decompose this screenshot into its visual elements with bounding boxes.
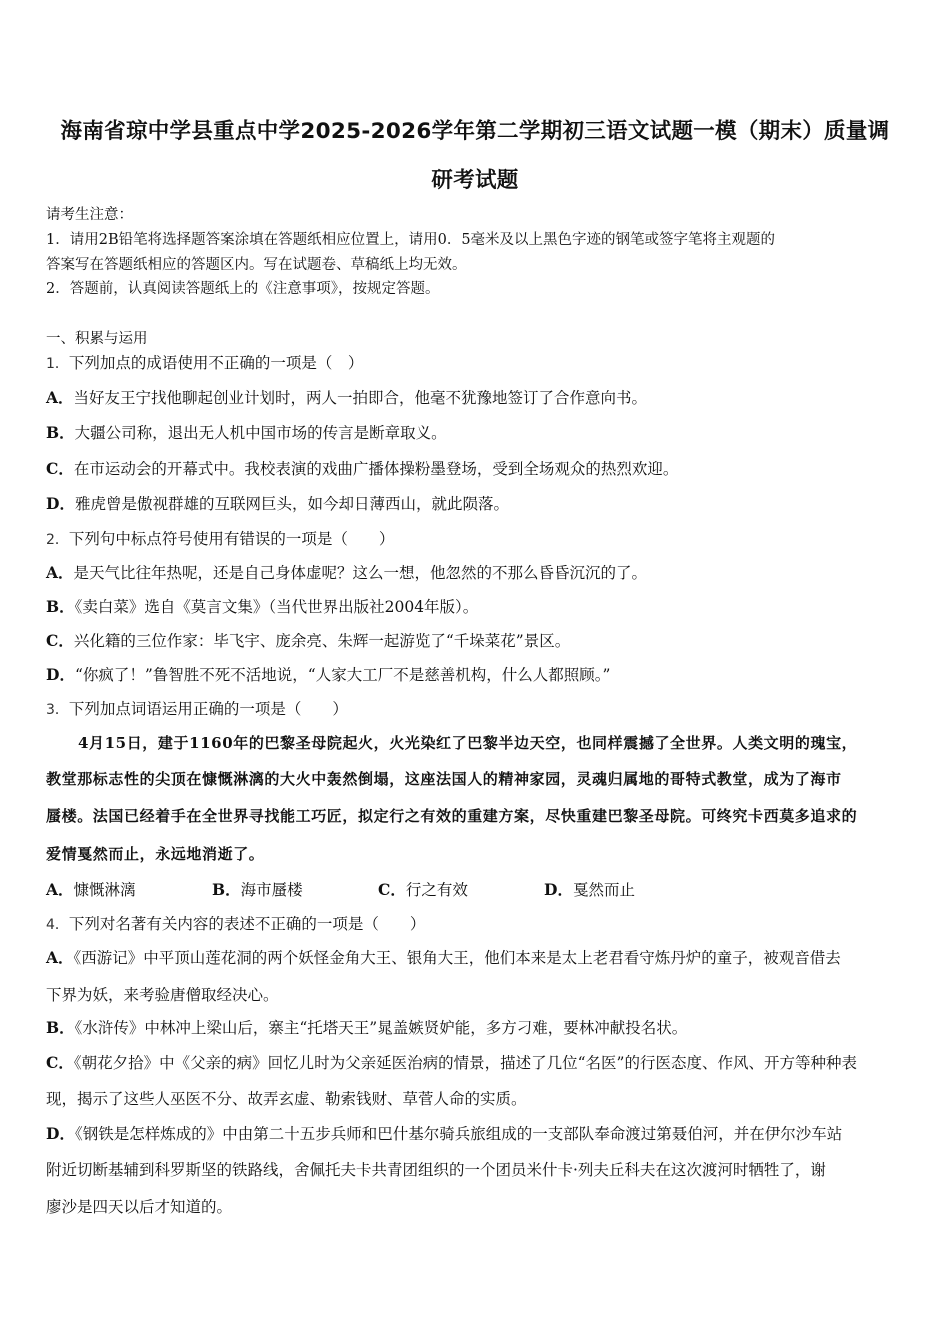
option-text: 慷慨淋漓 bbox=[73, 881, 136, 899]
question-2-option-a bbox=[46, 561, 908, 583]
passage-line: 蜃楼。法国已经着手在全世界寻找能工巧匠，拟定行之有效的重建方案，尽快重建巴黎圣母院。可终究卡西莫多追求的 bbox=[46, 807, 858, 825]
question-1-option-b bbox=[46, 421, 908, 443]
question-text: 下列对名著有关内容的表述不正确的一项是（ ） bbox=[68, 915, 426, 933]
option-text: 《西游记》中平顶山莲花洞的两个妖怪金角大王、银角大王，他们本来是太上老君看守炼丹炉的童子，被观音借去 bbox=[73, 949, 841, 967]
option-label: C． bbox=[46, 631, 74, 650]
question-4-option-a-cont: 下界为妖，来考验唐僧取经决心。 bbox=[46, 986, 279, 1004]
question-text: 下列句中标点符号使用有错误的一项是（ ） bbox=[68, 530, 395, 548]
question-1-option-d bbox=[46, 492, 908, 514]
question-3-option-c bbox=[378, 878, 544, 900]
option-text: 是天气比往年热呢，还是自己身体虚呢？这么一想，他忽然的不那么昏昏沉沉的了。 bbox=[73, 564, 648, 582]
question-4-option-d-cont: 廖沙是四天以后才知道的。 bbox=[46, 1198, 233, 1216]
question-3-option-d bbox=[544, 878, 710, 900]
option-text: 兴化籍的三位作家：毕飞宇、庞余亮、朱辉一起游览了“千垛菜花”景区。 bbox=[73, 632, 571, 650]
question-1-option-a bbox=[46, 386, 908, 408]
option-label: D． bbox=[46, 665, 75, 684]
question-text: 下列加点的成语使用不正确的一项是（ ） bbox=[68, 354, 364, 372]
question-4-stem bbox=[46, 912, 908, 934]
option-text: 大疆公司称，退出无人机中国市场的传言是断章取义。 bbox=[74, 424, 447, 442]
notice-item: 答案写在答题纸相应的答题区内。写在试题卷、草稿纸上均无效。 bbox=[46, 257, 467, 273]
option-label: D． bbox=[46, 1124, 75, 1143]
option-label: A． bbox=[46, 880, 74, 899]
question-1-stem bbox=[46, 351, 908, 373]
question-2-option-b bbox=[46, 595, 908, 617]
option-text: 行之有效 bbox=[405, 881, 468, 899]
option-label: A． bbox=[46, 388, 74, 407]
option-label: D． bbox=[544, 880, 573, 899]
passage-line: 教堂那标志性的尖顶在慷慨淋漓的大火中轰然倒塌，这座法国人的精神家园，灵魂归属地的哥特式教堂，成为了海市 bbox=[46, 770, 842, 788]
option-label: C． bbox=[46, 459, 74, 478]
question-number: 2． bbox=[46, 532, 69, 548]
passage-line: 4月15日，建于1160年的巴黎圣母院起火，火光染红了巴黎半边天空，也同样震撼了全世界。人类文明的瑰宝， bbox=[78, 734, 858, 752]
question-2-option-d bbox=[46, 663, 908, 685]
option-text: 雅虎曾是傲视群雄的互联网巨头，如今却日薄西山，就此陨落。 bbox=[74, 495, 509, 513]
option-label: B． bbox=[46, 1018, 75, 1037]
option-text: 《钢铁是怎样炼成的》中由第二十五步兵师和巴什基尔骑兵旅组成的一支部队奉命渡过第聂伯河，并在伊尔沙车站 bbox=[74, 1125, 843, 1143]
page-title-line-1: 海南省琼中学县重点中学2025-2026学年第二学期初三语文试题一模（期末）质量调 bbox=[60, 119, 890, 144]
question-number: 3． bbox=[46, 702, 69, 718]
option-text: “你疯了！”鲁智胜不死不活地说，“人家大工厂不是慈善机构，什么人都照顾。” bbox=[74, 666, 611, 684]
question-4-option-a bbox=[46, 946, 908, 968]
option-label: C． bbox=[378, 880, 406, 899]
option-text: 海市蜃楼 bbox=[240, 881, 303, 899]
question-4-option-c-cont: 现，揭示了这些人巫医不分、故弄玄虚、勒索钱财、草菅人命的实质。 bbox=[46, 1090, 527, 1108]
question-3-stem bbox=[46, 697, 908, 719]
option-label: B． bbox=[212, 880, 241, 899]
option-label: A． bbox=[46, 948, 74, 967]
question-4-option-d bbox=[46, 1122, 908, 1144]
notice-heading: 请考生注意： bbox=[46, 207, 133, 223]
option-label: C． bbox=[46, 1053, 74, 1072]
question-2-option-c bbox=[46, 629, 908, 651]
notice-item: 1．请用2B铅笔将选择题答案涂填在答题纸相应位置上，请用0．5毫米及以上黑色字迹的钢笔或签字笔将主观题的 bbox=[46, 232, 776, 248]
option-text: 戛然而止 bbox=[572, 881, 635, 899]
question-4-option-b bbox=[46, 1016, 908, 1038]
option-text: 在市运动会的开幕式中。我校表演的戏曲广播体操粉墨登场，受到全场观众的热烈欢迎。 bbox=[73, 460, 679, 478]
option-text: 《朝花夕拾》中《父亲的病》回忆儿时为父亲延医治病的情景，描述了几位“名医”的行医态度、作风、开方等种种表 bbox=[73, 1054, 857, 1072]
option-label: A． bbox=[46, 563, 74, 582]
question-number: 1． bbox=[46, 356, 69, 372]
option-label: B． bbox=[46, 597, 75, 616]
question-3-option-a bbox=[46, 878, 212, 900]
option-text: 《水浒传》中林冲上梁山后，寨主“托塔天王”晁盖嫉贤妒能，多方刁难，要林冲献投名状。 bbox=[74, 1019, 688, 1037]
question-3-options bbox=[46, 878, 908, 900]
passage-line: 爱情戛然而止，永远地消逝了。 bbox=[46, 845, 265, 863]
question-1-option-c bbox=[46, 457, 908, 479]
question-2-stem bbox=[46, 527, 908, 549]
option-label: D． bbox=[46, 494, 75, 513]
option-text: 《卖白菜》选自《莫言文集》（当代世界出版社2004年版）。 bbox=[74, 598, 479, 616]
question-number: 4． bbox=[46, 917, 69, 933]
question-text: 下列加点词语运用正确的一项是（ ） bbox=[68, 700, 348, 718]
option-text: 当好友王宁找他聊起创业计划时，两人一拍即合，他毫不犹豫地签订了合作意向书。 bbox=[73, 389, 648, 407]
option-label: B． bbox=[46, 423, 75, 442]
question-4-option-d-cont: 附近切断基辅到科罗斯坚的铁路线，舍佩托夫卡共青团组织的一个团员米什卡·列夫丘科夫在这次渡河时牺牲了，谢 bbox=[46, 1161, 826, 1179]
page-title-line-2: 研考试题 bbox=[431, 168, 519, 193]
section-heading: 一、积累与运用 bbox=[46, 331, 148, 347]
question-4-option-c bbox=[46, 1051, 908, 1073]
question-3-option-b bbox=[212, 878, 378, 900]
notice-item: 2．答题前，认真阅读答题纸上的《注意事项》，按规定答题。 bbox=[46, 281, 440, 297]
